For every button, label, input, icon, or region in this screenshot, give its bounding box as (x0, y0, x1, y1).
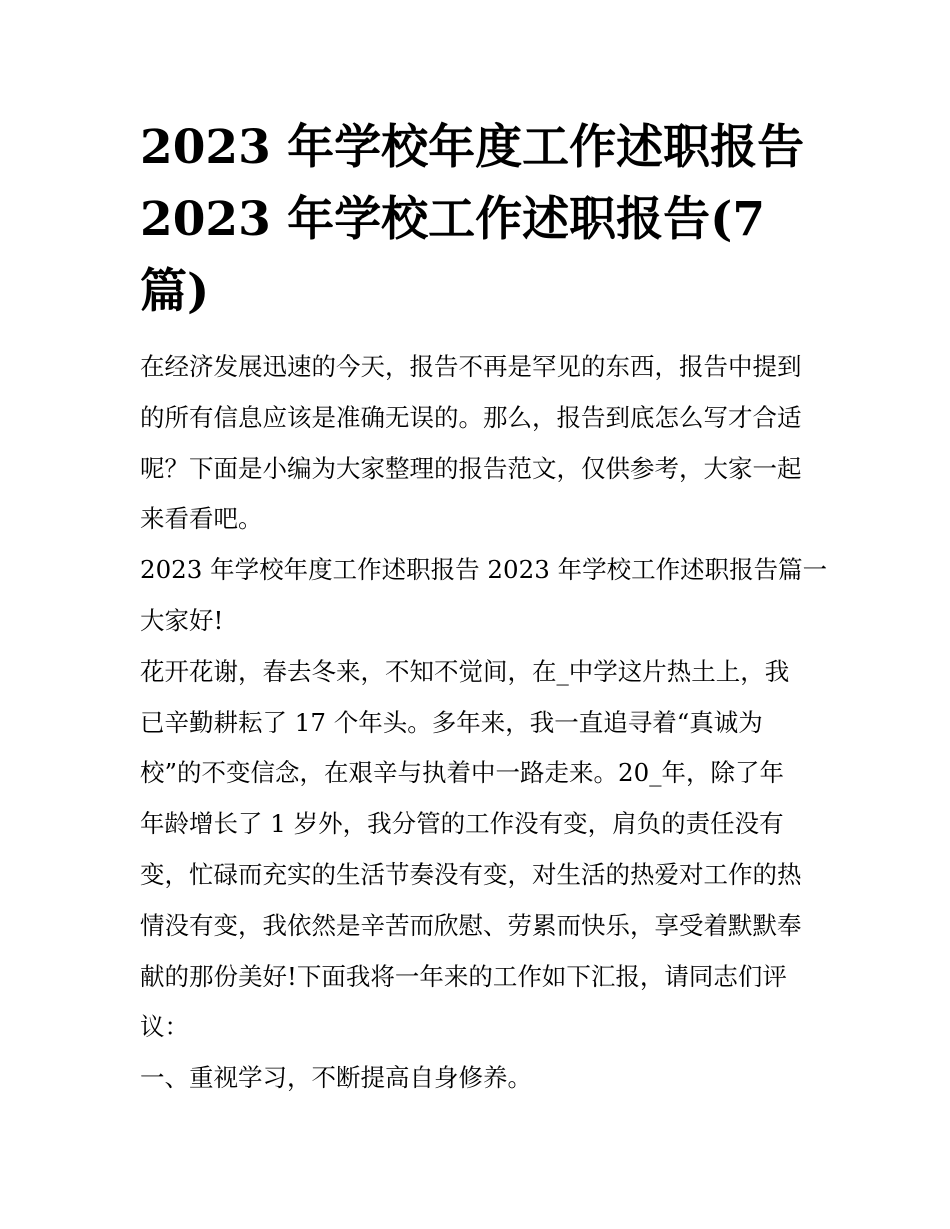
text-line-11: 变，忙碌而充实的生活节奏没有变，对生活的热爱对工作的热 (140, 859, 802, 889)
text-line-7: 花开花谢，春去冬来，不知不觉间，在_中学这片热土上，我 (140, 656, 790, 686)
text-line-14: 议： (140, 1012, 189, 1042)
text-line-4: 来看看吧。 (140, 504, 263, 534)
text-line-8: 已辛勤耕耘了 17 个年头。多年来，我一直追寻着“真诚为 (140, 707, 763, 737)
text-line-3: 呢？下面是小编为大家整理的报告范文，仅供参考，大家一起 (140, 453, 802, 483)
text-line-9: 校”的不变信念，在艰辛与执着中一路走来。20_年，除了年 (140, 758, 784, 788)
title-line-1: 2023 年学校年度工作述职报告 (140, 120, 805, 175)
title-line-2: 2023 年学校工作述职报告(7 (140, 192, 766, 247)
text-line-10: 年龄增长了 1 岁外，我分管的工作没有变，肩负的责任没有 (140, 809, 784, 839)
greeting-line: 大家好! (140, 605, 224, 635)
text-line-1: 在经济发展迅速的今天，报告不再是罕见的东西，报告中提到 (140, 352, 802, 381)
title-line-3: 篇) (140, 264, 210, 319)
document-body (140, 342, 828, 1104)
subheading-line: 一、重视学习，不断提高自身修养。 (140, 1063, 532, 1093)
text-line-12: 情没有变，我依然是辛苦而欣慰、劳累而快乐，享受着默默奉 (140, 910, 802, 940)
section-heading-line: 2023 年学校年度工作述职报告 2023 年学校工作述职报告篇一 (140, 555, 828, 585)
document-title (140, 112, 815, 328)
text-line-2: 的所有信息应该是准确无误的。那么，报告到底怎么写才合适 (140, 402, 802, 432)
document-page (140, 112, 828, 1104)
text-line-13: 献的那份美好!下面我将一年来的工作如下汇报，请同志们评 (140, 961, 787, 991)
